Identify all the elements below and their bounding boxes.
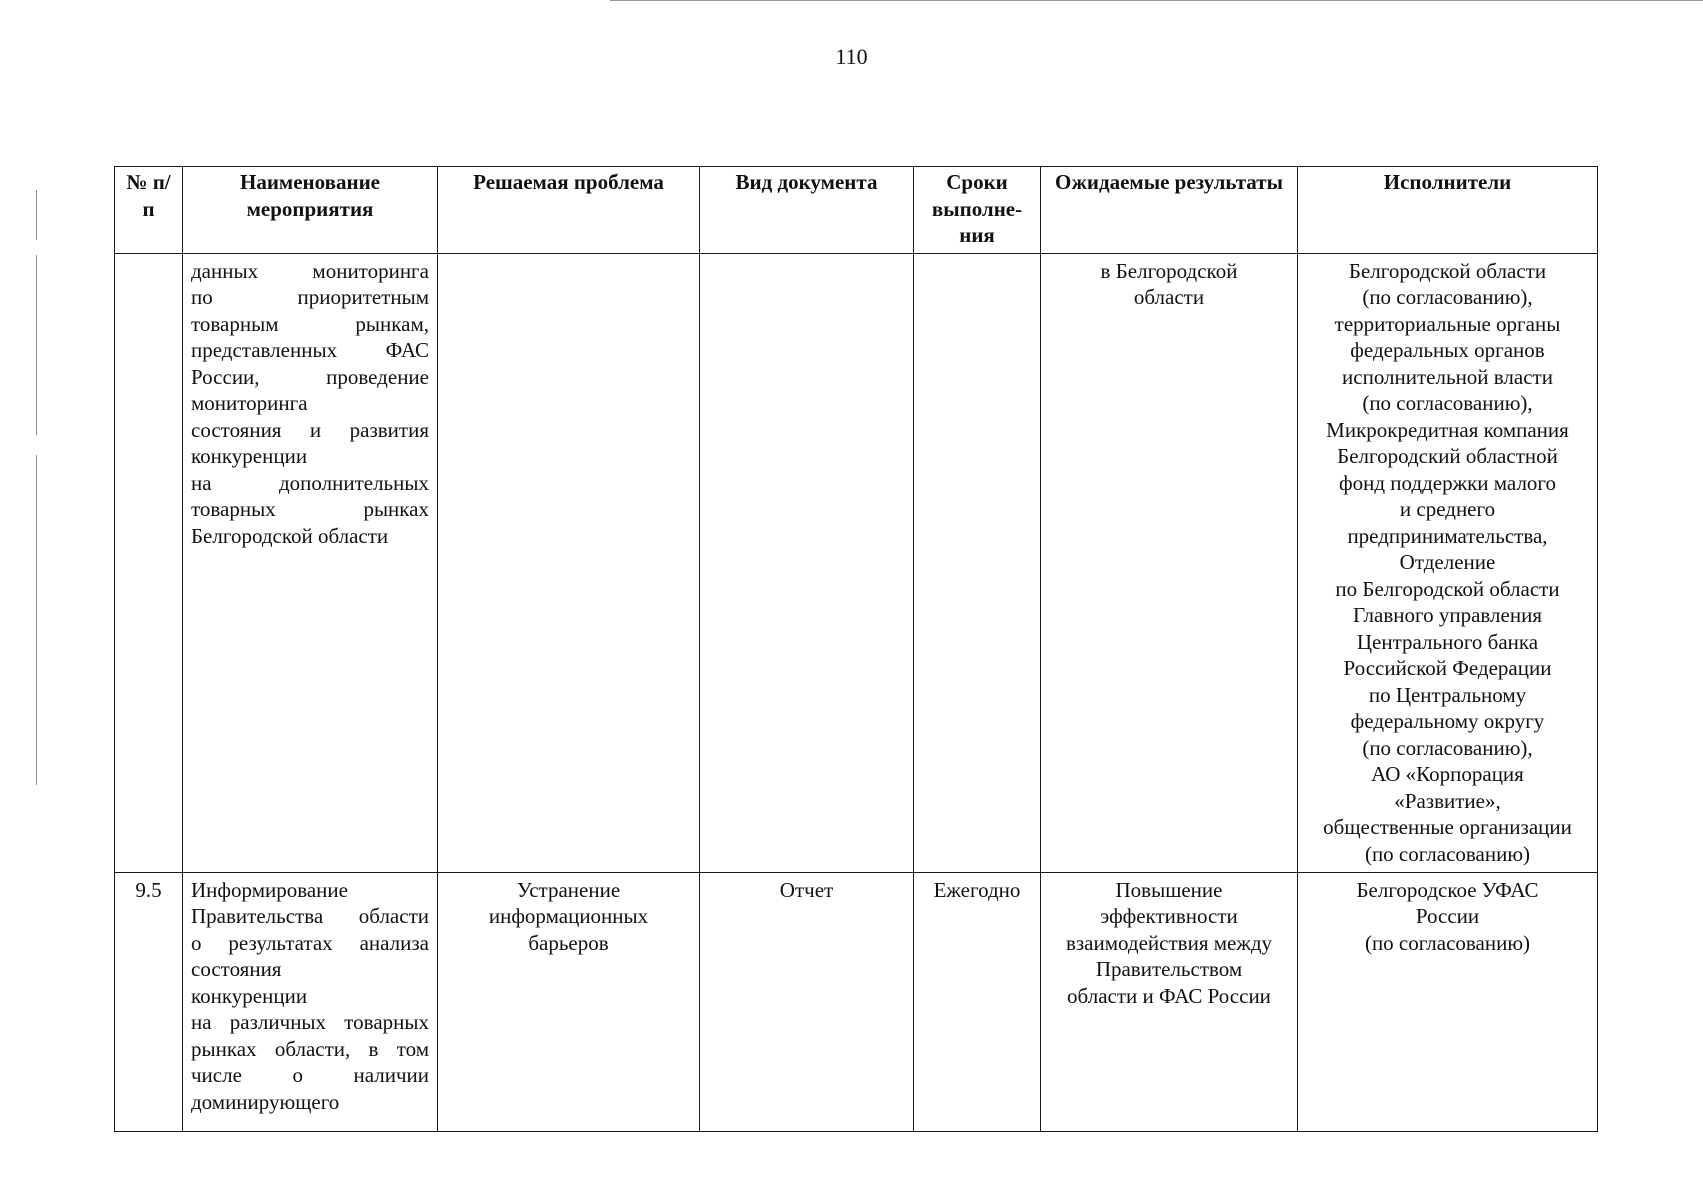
text-line: состояния и развития bbox=[191, 417, 429, 442]
text-line: России, проведение bbox=[191, 364, 429, 389]
text-line: области bbox=[1133, 285, 1205, 309]
text-line: числе о наличии bbox=[191, 1063, 429, 1087]
doc-type-cell bbox=[700, 253, 914, 872]
text-line: области и ФАС России bbox=[1067, 983, 1271, 1008]
terms-cell bbox=[914, 253, 1041, 872]
text-line: Правительства области bbox=[191, 904, 429, 928]
text-line: предпринимательства, bbox=[1347, 523, 1548, 548]
problem-cell bbox=[438, 872, 700, 1131]
text-line: состояния bbox=[191, 957, 282, 981]
text-line: рынках области, в том bbox=[191, 1036, 429, 1061]
text-line: Белгородский областной bbox=[1337, 444, 1558, 468]
text-line: «Развитие», bbox=[1394, 788, 1501, 813]
text-line: данных мониторинга bbox=[191, 258, 429, 283]
text-line: Белгородской области bbox=[1348, 258, 1547, 283]
scan-margin-mark bbox=[36, 190, 37, 240]
row-number-cell: 9.5 bbox=[115, 872, 183, 1131]
header-results: Ожидаемые результаты bbox=[1041, 167, 1298, 254]
row-number-cell bbox=[115, 253, 183, 872]
text-line: федеральных органов bbox=[1350, 338, 1545, 362]
text-line: барьеров bbox=[528, 930, 609, 955]
text-line: Микрокредитная компания bbox=[1326, 417, 1569, 442]
text-line: (по согласованию), bbox=[1362, 391, 1533, 415]
text-line: федеральному округу bbox=[1350, 709, 1545, 733]
text-line: информационных bbox=[488, 904, 649, 928]
text-line: России bbox=[1415, 904, 1480, 928]
event-name-cell bbox=[183, 872, 438, 1131]
text-line: исполнительной власти bbox=[1342, 364, 1553, 389]
text-line: взаимодействия между bbox=[1065, 930, 1273, 955]
text-line: Центрального банка bbox=[1356, 629, 1539, 654]
results-cell bbox=[1041, 872, 1298, 1131]
text-line: АО «Корпорация bbox=[1371, 762, 1524, 786]
text-line: Главного управления bbox=[1353, 603, 1542, 627]
text-line: в Белгородской bbox=[1100, 258, 1238, 283]
results-cell bbox=[1041, 253, 1298, 872]
text-line: представленных ФАС bbox=[191, 338, 429, 362]
executors-cell bbox=[1298, 872, 1598, 1131]
table-header-row bbox=[115, 167, 1598, 254]
header-doc-type: Вид документа bbox=[700, 167, 914, 254]
text-line: конкуренции bbox=[191, 983, 308, 1008]
text-line: (по согласованию) bbox=[1364, 930, 1531, 955]
text-line: товарным рынкам, bbox=[191, 311, 429, 336]
scan-margin-mark bbox=[36, 255, 37, 435]
text-line: Правительством bbox=[1095, 957, 1243, 981]
text-line: по Белгородской области bbox=[1335, 576, 1560, 601]
header-name: Наименование мероприятия bbox=[183, 167, 438, 254]
text-line: Отделение bbox=[1399, 550, 1496, 574]
text-line: Белгородское УФАС bbox=[1356, 877, 1539, 902]
text-line: фонд поддержки малого bbox=[1338, 470, 1557, 495]
text-line: (по согласованию) bbox=[1364, 841, 1531, 866]
text-line: мониторинга bbox=[191, 391, 308, 415]
doc-type-cell: Отчет bbox=[700, 872, 914, 1131]
text-line: территориальные органы bbox=[1334, 311, 1561, 336]
text-line: Российской Федерации bbox=[1343, 656, 1552, 680]
page-number: 110 bbox=[835, 44, 868, 69]
header-executors: Исполнители bbox=[1298, 167, 1598, 254]
text-line: эффективности bbox=[1100, 904, 1238, 928]
text-line: (по согласованию), bbox=[1362, 735, 1533, 760]
text-line: на различных товарных bbox=[191, 1010, 429, 1034]
text-line: о результатах анализа bbox=[191, 930, 429, 955]
terms-cell: Ежегодно bbox=[914, 872, 1041, 1131]
table-row bbox=[115, 872, 1598, 1131]
executors-cell bbox=[1298, 253, 1598, 872]
text-line: Повышение bbox=[1115, 877, 1223, 902]
text-line: на дополнительных bbox=[191, 470, 429, 495]
text-line: конкуренции bbox=[191, 444, 308, 468]
text-line: общественные организации bbox=[1323, 815, 1572, 839]
text-line: по приоритетным bbox=[191, 285, 429, 309]
header-num: № п/п bbox=[115, 167, 183, 254]
text-line: Белгородской области bbox=[191, 523, 389, 548]
scan-top-rule bbox=[610, 0, 1703, 1]
text-line: и среднего bbox=[1399, 497, 1496, 521]
table-row bbox=[115, 253, 1598, 872]
header-problem: Решаемая проблема bbox=[438, 167, 700, 254]
text-line: доминирующего bbox=[191, 1089, 340, 1114]
text-line: по Центральному bbox=[1368, 682, 1527, 707]
scan-margin-mark bbox=[36, 455, 37, 785]
event-name-cell bbox=[183, 253, 438, 872]
text-line: (по согласованию), bbox=[1362, 285, 1533, 309]
text-line: Устранение bbox=[516, 877, 621, 902]
problem-cell bbox=[438, 253, 700, 872]
header-terms: Сроки выполне-ния bbox=[914, 167, 1041, 254]
text-line: товарных рынках bbox=[191, 497, 429, 521]
activities-table bbox=[114, 166, 1598, 1132]
text-line: Информирование bbox=[191, 877, 348, 902]
